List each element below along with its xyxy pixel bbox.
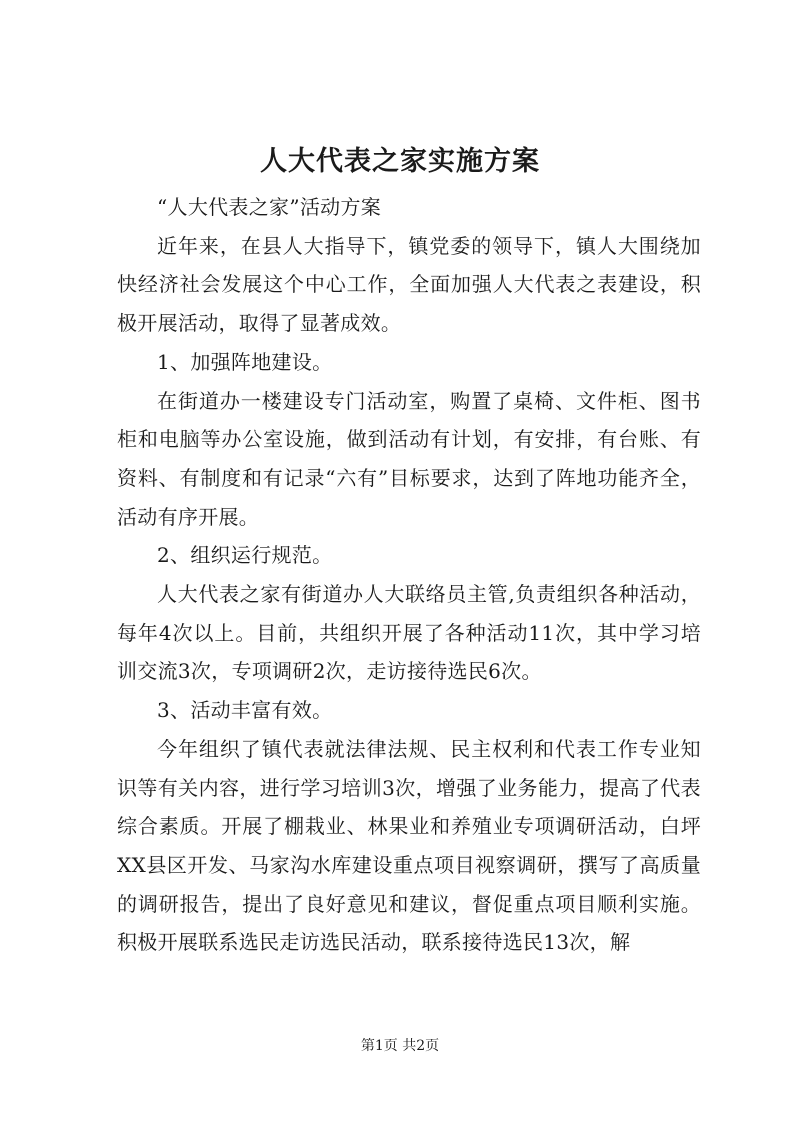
section-heading-1: 1、加强阵地建设。 — [157, 349, 333, 374]
section-heading-2: 2、组织运行规范。 — [157, 543, 333, 568]
document-title: 人大代表之家实施方案 — [260, 146, 540, 177]
subtitle-paragraph: “人大代表之家”活动方案 — [157, 195, 382, 219]
page-footer — [0, 1036, 800, 1056]
intro-paragraph: 近年来，在县人大指导下，镇党委的领导下，镇人大围绕加快经济社会发展这个中心工作，全面加强人大代表之表建设，积极开展活动，取得了显著成效。 — [117, 233, 701, 336]
section-paragraph-1: 在街道办一楼建设专门活动室，购置了桌椅、文件柜、图书柜和电脑等办公室设施，做到活动有计划，有安排，有台账、有资料、有制度和有记录“六有”目标要求，达到了阵地功能齐全，活动有序开展。 — [117, 388, 701, 529]
section-paragraph-2: 人大代表之家有街道办人大联络员主管,负责组织各种活动，每年4次以上。目前，共组织开展了各种活动11次，其中学习培训交流3次，专项调研2次，走访接待选民6次。 — [117, 582, 701, 684]
section-heading-3: 3、活动丰富有效。 — [157, 698, 333, 723]
section-paragraph-3: 今年组织了镇代表就法律法规、民主权利和代表工作专业知识等有关内容，进行学习培训3次，增强了业务能力，提高了代表综合素质。开展了棚栽业、林果业和养殖业专项调研活动，白坪XX县区开发、马家沟水库建设重点项目视察调研，撰写了高质量的调研报告，提出了良好意见和建议，督促重点项目顺利实施。积极开展联系选民走访选民活动，联系接待选民13次，解 — [117, 736, 701, 955]
document-body — [117, 188, 701, 962]
page-number: 第1页 共2页 — [360, 1038, 440, 1054]
